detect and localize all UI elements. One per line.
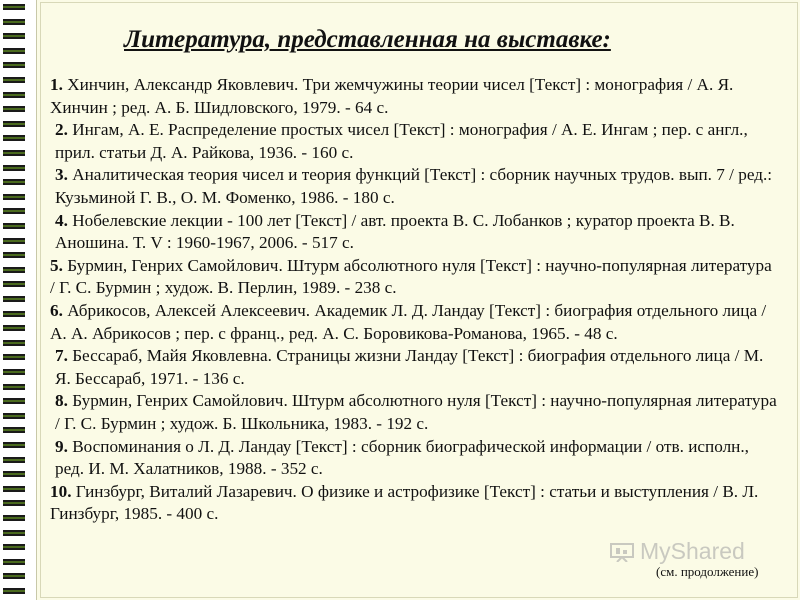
list-item bbox=[50, 164, 780, 209]
entry-text: Ингам, А. Е. Распределение простых чисел [Текст] : монография / А. Е. Ингам ; пер. с англ., прил. статьи Д. А. Райкова, 1936. - 160 с. bbox=[55, 120, 748, 162]
spiral-coil bbox=[3, 267, 25, 273]
spiral-coil bbox=[3, 150, 25, 156]
spiral-coil bbox=[3, 427, 25, 433]
spiral-coil bbox=[3, 311, 25, 317]
list-item bbox=[50, 436, 780, 481]
spiral-coil bbox=[3, 500, 25, 506]
list-item bbox=[50, 255, 780, 300]
watermark-text: MyShared bbox=[640, 538, 745, 564]
spiral-coil bbox=[3, 281, 25, 287]
spiral-coil bbox=[3, 340, 25, 346]
spiral-coil bbox=[3, 559, 25, 565]
spiral-coil bbox=[3, 486, 25, 492]
entry-number: 5. bbox=[50, 255, 63, 275]
spiral-coil bbox=[3, 135, 25, 141]
entry-text: Хинчин, Александр Яковлевич. Три жемчужины теории чисел [Текст] : монография / А. Я. Хинчин ; ред. А. Б. Шидловского, 1979. - 64 с. bbox=[50, 75, 734, 117]
spiral-coil bbox=[3, 354, 25, 360]
spiral-coil bbox=[3, 194, 25, 200]
spiral-coil bbox=[3, 62, 25, 68]
spiral-coil bbox=[3, 223, 25, 229]
spiral-coil bbox=[3, 544, 25, 550]
entry-number: 3. bbox=[55, 165, 68, 185]
entry-text: Абрикосов, Алексей Алексеевич. Академик Л. Д. Ландау [Текст] : биография отдельного лица / А. А. Абрикосов ; пер. с франц., ред. А. С. Боровикова-Романова, 1965. - 48 с. bbox=[50, 300, 767, 343]
entry-text: Аналитическая теория чисел и теория функций [Текст] : сборник научных трудов. вып. 7 / ред.: Кузьминой Г. В., О. М. Фоменко, 1986. - 180 с. bbox=[55, 165, 773, 207]
spiral-coil bbox=[3, 4, 25, 10]
spiral-coil bbox=[3, 33, 25, 39]
spiral-coil bbox=[3, 471, 25, 477]
list-item bbox=[50, 119, 780, 164]
page-title: Литература, представленная на выставке: bbox=[124, 26, 611, 53]
list-item bbox=[50, 74, 780, 119]
list-item bbox=[50, 390, 780, 435]
entry-number: 6. bbox=[50, 300, 63, 320]
spiral-coil bbox=[3, 48, 25, 54]
entry-text: Воспоминания о Л. Д. Ландау [Текст] : сборник биографической информации / отв. исполн., ред. И. М. Халатников, 1988. - 352 с. bbox=[55, 436, 749, 479]
list-item bbox=[50, 210, 780, 255]
spiral-coil bbox=[3, 179, 25, 185]
spiral-coil bbox=[3, 92, 25, 98]
spiral-coil bbox=[3, 325, 25, 331]
entry-text: Нобелевские лекции - 100 лет [Текст] / авт. проекта В. С. Лобанков ; куратор проекта В. В. Аношина. Т. V : 1960-1967, 2006. - 517 с. bbox=[55, 210, 735, 253]
entry-number: 8. bbox=[55, 391, 68, 411]
entry-number: 7. bbox=[55, 346, 68, 366]
spiral-coil bbox=[3, 369, 25, 375]
continuation-note: (см. продолжение) bbox=[656, 564, 759, 579]
spiral-coil bbox=[3, 238, 25, 244]
spiral-coil bbox=[3, 121, 25, 127]
bibliography-list bbox=[50, 74, 780, 526]
spiral-coil bbox=[3, 384, 25, 390]
entry-text: Бурмин, Генрих Самойлович. Штурм абсолютного нуля [Текст] : научно-популярная литература / Г. С. Бурмин ; худож. В. Перлин, 1989. - 238 с. bbox=[50, 255, 772, 298]
watermark-logo bbox=[608, 538, 745, 565]
presentation-board-icon bbox=[608, 542, 636, 562]
spiral-coil bbox=[3, 252, 25, 258]
spiral-coil bbox=[3, 77, 25, 83]
entry-text: Гинзбург, Виталий Лазаревич. О физике и астрофизике [Текст] : статьи и выступления / В. Л. Гинзбург, 1985. - 400 с. bbox=[50, 481, 759, 524]
spiral-coil bbox=[3, 296, 25, 302]
entry-number: 2. bbox=[55, 120, 68, 140]
list-item bbox=[50, 300, 780, 345]
spiral-coil bbox=[3, 398, 25, 404]
spiral-coil bbox=[3, 165, 25, 171]
notebook-spiral bbox=[0, 0, 36, 600]
spiral-coil bbox=[3, 457, 25, 463]
entry-number: 4. bbox=[55, 210, 68, 230]
spiral-coil bbox=[3, 442, 25, 448]
entry-number: 9. bbox=[55, 436, 68, 456]
spiral-coil bbox=[3, 106, 25, 112]
spiral-coil bbox=[3, 573, 25, 579]
entry-text: Бурмин, Генрих Самойлович. Штурм абсолютного нуля [Текст] : научно-популярная литература / Г. С. Бурмин ; худож. Б. Школьника, 1983. - 192 с. bbox=[55, 391, 777, 433]
spiral-coil bbox=[3, 19, 25, 25]
spiral-coil bbox=[3, 530, 25, 536]
spiral-coil bbox=[3, 588, 25, 594]
spiral-coil bbox=[3, 413, 25, 419]
spiral-coil bbox=[3, 208, 25, 214]
list-item bbox=[50, 345, 780, 390]
entry-number: 1. bbox=[50, 75, 63, 94]
entry-text: Бессараб, Майя Яковлевна. Страницы жизни Ландау [Текст] : биография отдельного лица / М. Я. Бессараб, 1971. - 136 с. bbox=[55, 346, 764, 388]
list-item bbox=[50, 481, 780, 526]
entry-number: 10. bbox=[50, 481, 72, 501]
spiral-coil bbox=[3, 515, 25, 521]
